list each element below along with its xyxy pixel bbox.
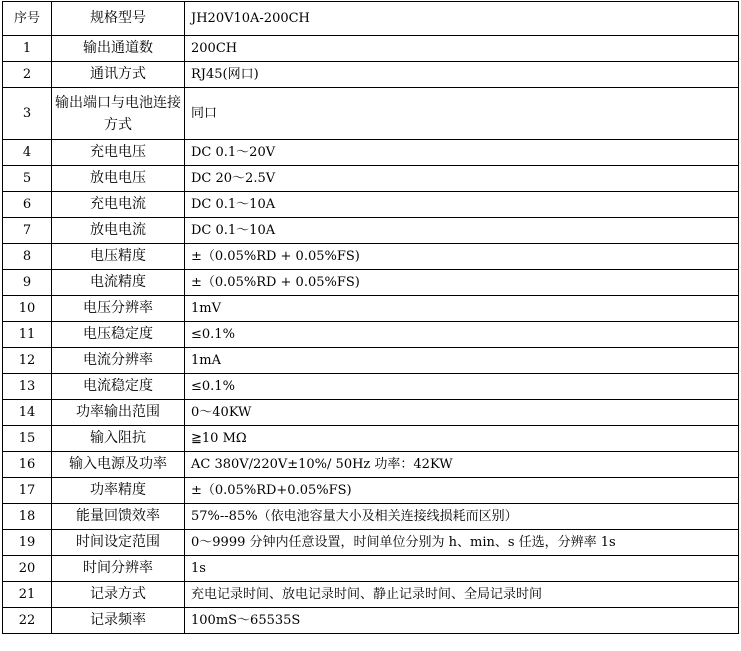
row-name: 输出端口与电池连接方式 [52,88,185,140]
row-value: 充电记录时间、放电记录时间、静止记录时间、全局记录时间 [185,582,739,608]
row-name: 功率精度 [52,478,185,504]
row-name: 输入电源及功率 [52,452,185,478]
header-no: 序号 [3,2,52,36]
row-number: 4 [3,140,52,166]
row-value: 1mA [185,348,739,374]
row-name: 能量回馈效率 [52,504,185,530]
table-row [3,218,739,244]
row-value: 100mS～65535S [185,608,739,634]
row-value: ±（0.05%RD + 0.05%FS) [185,244,739,270]
table-row [3,452,739,478]
row-number: 14 [3,400,52,426]
row-name: 电流稳定度 [52,374,185,400]
row-value: ±（0.05%RD + 0.05%FS) [185,270,739,296]
row-number: 5 [3,166,52,192]
row-number: 7 [3,218,52,244]
header-model-value: JH20V10A-200CH [185,2,739,36]
row-name: 电压分辨率 [52,296,185,322]
row-name: 充电电压 [52,140,185,166]
row-name: 放电电流 [52,218,185,244]
row-value: 57%--85%（依电池容量大小及相关连接线损耗而区别） [185,504,739,530]
row-name: 输入阻抗 [52,426,185,452]
row-name: 记录方式 [52,582,185,608]
row-number: 12 [3,348,52,374]
table-row [3,244,739,270]
row-number: 20 [3,556,52,582]
row-value: DC 0.1～10A [185,218,739,244]
row-name: 功率输出范围 [52,400,185,426]
row-name: 时间分辨率 [52,556,185,582]
row-number: 15 [3,426,52,452]
row-number: 1 [3,36,52,62]
table-header-row [3,2,739,36]
row-value: ≧10 MΩ [185,426,739,452]
row-number: 17 [3,478,52,504]
row-value: RJ45(网口) [185,62,739,88]
row-name: 记录频率 [52,608,185,634]
header-name: 规格型号 [52,2,185,36]
spec-table [2,1,739,634]
row-number: 21 [3,582,52,608]
table-row [3,270,739,296]
row-number: 16 [3,452,52,478]
row-number: 11 [3,322,52,348]
table-row [3,556,739,582]
table-row [3,504,739,530]
row-value: 1s [185,556,739,582]
row-value: DC 0.1～20V [185,140,739,166]
table-row [3,374,739,400]
row-value: AC 380V/220V±10%/ 50Hz 功率：42KW [185,452,739,478]
table-row [3,582,739,608]
row-value: 200CH [185,36,739,62]
row-number: 3 [3,88,52,140]
row-number: 2 [3,62,52,88]
table-row [3,400,739,426]
row-value: 0～9999 分钟内任意设置，时间单位分别为 h、min、s 任选，分辨率 1s [185,530,739,556]
table-body [3,36,739,634]
table-row [3,192,739,218]
table-row [3,36,739,62]
row-number: 10 [3,296,52,322]
table-row [3,88,739,140]
row-number: 9 [3,270,52,296]
table-row [3,348,739,374]
row-name: 电压精度 [52,244,185,270]
table-row [3,530,739,556]
table-row [3,166,739,192]
row-number: 6 [3,192,52,218]
row-value: 1mV [185,296,739,322]
table-row [3,296,739,322]
row-name: 电流分辨率 [52,348,185,374]
row-name: 时间设定范围 [52,530,185,556]
row-name: 电压稳定度 [52,322,185,348]
row-name: 放电电压 [52,166,185,192]
row-value: 同口 [185,88,739,140]
row-value: DC 20～2.5V [185,166,739,192]
table-row [3,608,739,634]
table-row [3,478,739,504]
row-name: 充电电流 [52,192,185,218]
table-row [3,140,739,166]
row-name: 输出通道数 [52,36,185,62]
table-row [3,62,739,88]
table-row [3,322,739,348]
row-number: 8 [3,244,52,270]
row-value: DC 0.1～10A [185,192,739,218]
row-name: 电流精度 [52,270,185,296]
row-number: 18 [3,504,52,530]
row-value: ±（0.05%RD+0.05%FS) [185,478,739,504]
row-value: ≤0.1% [185,322,739,348]
row-name: 通讯方式 [52,62,185,88]
row-number: 22 [3,608,52,634]
row-number: 13 [3,374,52,400]
row-value: ≤0.1% [185,374,739,400]
table-row [3,426,739,452]
row-value: 0～40KW [185,400,739,426]
row-number: 19 [3,530,52,556]
